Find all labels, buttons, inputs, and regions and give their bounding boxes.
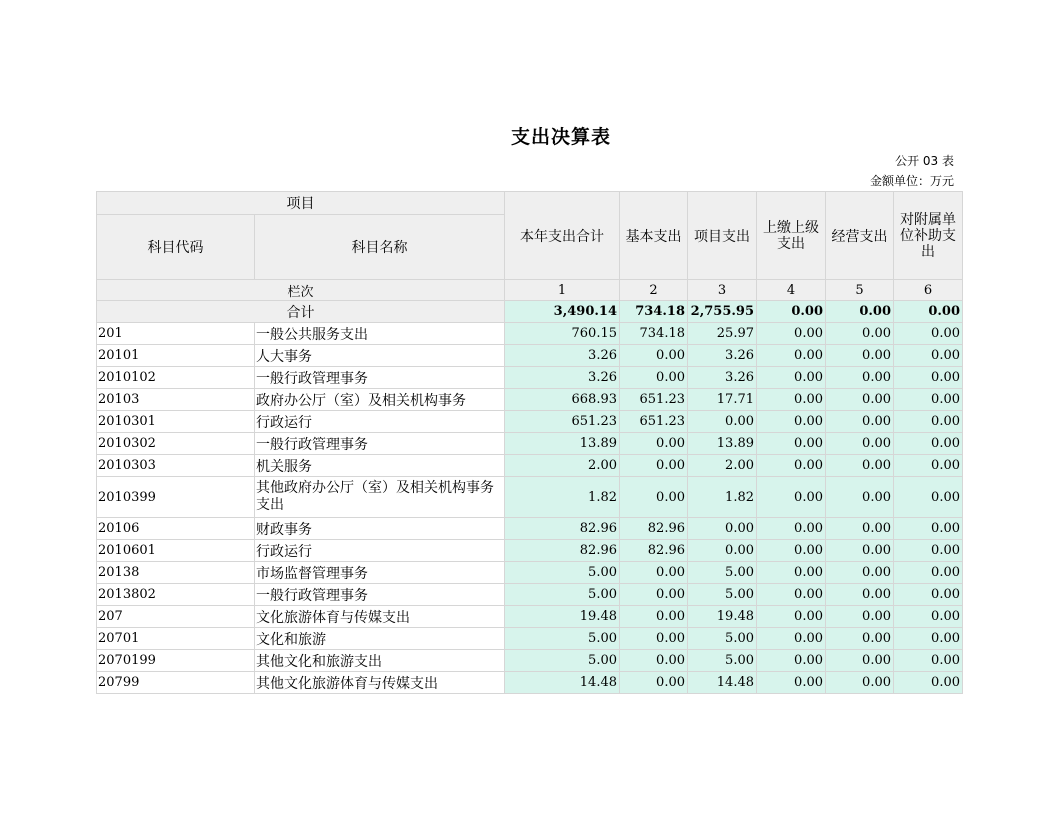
subject-name: 其他政府办公厅（室）及相关机构事务支出 <box>255 477 505 518</box>
amount-cell: 19.48 <box>505 606 620 628</box>
amount-cell: 0.00 <box>757 411 826 433</box>
column-number: 1 <box>505 280 620 301</box>
total-value: 0.00 <box>826 301 894 323</box>
total-value: 3,490.14 <box>505 301 620 323</box>
table-row <box>97 367 963 389</box>
total-value: 734.18 <box>620 301 688 323</box>
subject-name: 文化旅游体育与传媒支出 <box>255 606 505 628</box>
amount-cell: 0.00 <box>757 433 826 455</box>
subject-code: 20799 <box>97 672 255 694</box>
amount-cell: 5.00 <box>688 628 757 650</box>
amount-cell: 0.00 <box>757 672 826 694</box>
amount-cell: 0.00 <box>894 455 963 477</box>
header-item: 项目 <box>97 192 505 215</box>
amount-cell: 0.00 <box>826 433 894 455</box>
subject-code: 20106 <box>97 518 255 540</box>
amount-cell: 0.00 <box>894 345 963 367</box>
amount-cell: 0.00 <box>688 518 757 540</box>
table-row <box>97 433 963 455</box>
amount-cell: 2.00 <box>688 455 757 477</box>
table-row <box>97 672 963 694</box>
amount-cell: 1.82 <box>505 477 620 518</box>
amount-cell: 0.00 <box>894 650 963 672</box>
column-number: 4 <box>757 280 826 301</box>
subject-name: 其他文化旅游体育与传媒支出 <box>255 672 505 694</box>
column-number: 3 <box>688 280 757 301</box>
amount-cell: 0.00 <box>757 540 826 562</box>
subject-code: 2010399 <box>97 477 255 518</box>
amount-cell: 0.00 <box>757 455 826 477</box>
subject-name: 财政事务 <box>255 518 505 540</box>
amount-cell: 0.00 <box>757 628 826 650</box>
amount-cell: 0.00 <box>826 477 894 518</box>
subject-code: 20138 <box>97 562 255 584</box>
subject-code: 2070199 <box>97 650 255 672</box>
header-code: 科目代码 <box>97 215 255 280</box>
subject-name: 人大事务 <box>255 345 505 367</box>
amount-cell: 0.00 <box>757 389 826 411</box>
subject-name: 其他文化和旅游支出 <box>255 650 505 672</box>
amount-cell: 0.00 <box>757 518 826 540</box>
amount-cell: 668.93 <box>505 389 620 411</box>
amount-cell: 0.00 <box>826 606 894 628</box>
column-number: 2 <box>620 280 688 301</box>
subject-name: 一般行政管理事务 <box>255 367 505 389</box>
amount-cell: 0.00 <box>826 540 894 562</box>
amount-cell: 0.00 <box>826 389 894 411</box>
amount-cell: 82.96 <box>505 540 620 562</box>
subject-name: 机关服务 <box>255 455 505 477</box>
column-number: 5 <box>826 280 894 301</box>
amount-cell: 5.00 <box>505 628 620 650</box>
amount-cell: 25.97 <box>688 323 757 345</box>
amount-cell: 0.00 <box>894 323 963 345</box>
table-row <box>97 628 963 650</box>
table-row <box>97 584 963 606</box>
amount-cell: 0.00 <box>826 672 894 694</box>
amount-cell: 13.89 <box>688 433 757 455</box>
amount-cell: 0.00 <box>620 584 688 606</box>
amount-cell: 0.00 <box>894 628 963 650</box>
amount-cell: 0.00 <box>826 411 894 433</box>
amount-cell: 0.00 <box>894 672 963 694</box>
header-col-remit: 上缴上级支出 <box>757 192 826 280</box>
amount-cell: 0.00 <box>620 367 688 389</box>
amount-cell: 0.00 <box>826 518 894 540</box>
subject-name: 政府办公厅（室）及相关机构事务 <box>255 389 505 411</box>
amount-cell: 0.00 <box>894 367 963 389</box>
amount-cell: 0.00 <box>620 477 688 518</box>
table-row <box>97 540 963 562</box>
amount-cell: 0.00 <box>826 367 894 389</box>
page-title: 支出决算表 <box>510 126 611 148</box>
amount-cell: 651.23 <box>620 389 688 411</box>
header-col-operating: 经营支出 <box>826 192 894 280</box>
subject-code: 20101 <box>97 345 255 367</box>
amount-cell: 14.48 <box>505 672 620 694</box>
amount-cell: 0.00 <box>620 650 688 672</box>
amount-cell: 5.00 <box>688 650 757 672</box>
amount-cell: 0.00 <box>757 323 826 345</box>
amount-cell: 0.00 <box>894 540 963 562</box>
amount-cell: 651.23 <box>620 411 688 433</box>
amount-cell: 5.00 <box>688 584 757 606</box>
amount-cell: 0.00 <box>757 650 826 672</box>
amount-cell: 82.96 <box>620 540 688 562</box>
amount-cell: 0.00 <box>894 562 963 584</box>
subject-name: 行政运行 <box>255 540 505 562</box>
header-col-subsidy: 对附属单位补助支出 <box>894 192 963 280</box>
amount-cell: 0.00 <box>757 345 826 367</box>
amount-cell: 0.00 <box>894 433 963 455</box>
subject-code: 20701 <box>97 628 255 650</box>
total-value: 0.00 <box>894 301 963 323</box>
amount-cell: 82.96 <box>505 518 620 540</box>
amount-cell: 0.00 <box>826 650 894 672</box>
amount-cell: 0.00 <box>757 562 826 584</box>
amount-cell: 0.00 <box>620 672 688 694</box>
amount-cell: 0.00 <box>894 584 963 606</box>
amount-cell: 19.48 <box>688 606 757 628</box>
amount-cell: 82.96 <box>620 518 688 540</box>
subject-code: 207 <box>97 606 255 628</box>
amount-cell: 0.00 <box>620 345 688 367</box>
subject-name: 一般行政管理事务 <box>255 584 505 606</box>
amount-cell: 0.00 <box>757 367 826 389</box>
amount-cell: 13.89 <box>505 433 620 455</box>
row-number-label: 栏次 <box>97 280 505 301</box>
amount-cell: 0.00 <box>757 584 826 606</box>
subject-name: 文化和旅游 <box>255 628 505 650</box>
amount-cell: 5.00 <box>688 562 757 584</box>
amount-cell: 0.00 <box>620 628 688 650</box>
subject-name: 行政运行 <box>255 411 505 433</box>
amount-cell: 0.00 <box>826 628 894 650</box>
subject-code: 2010102 <box>97 367 255 389</box>
table-row <box>97 562 963 584</box>
amount-cell: 0.00 <box>894 389 963 411</box>
total-row <box>97 301 963 323</box>
amount-cell: 0.00 <box>826 455 894 477</box>
subject-name: 一般行政管理事务 <box>255 433 505 455</box>
amount-cell: 651.23 <box>505 411 620 433</box>
subject-code: 2010301 <box>97 411 255 433</box>
subject-code: 2010601 <box>97 540 255 562</box>
table-row <box>97 389 963 411</box>
form-number: 公开 03 表 <box>895 154 954 168</box>
amount-cell: 2.00 <box>505 455 620 477</box>
table-row <box>97 323 963 345</box>
subject-code: 2010303 <box>97 455 255 477</box>
subject-name: 市场监督管理事务 <box>255 562 505 584</box>
amount-cell: 0.00 <box>894 518 963 540</box>
amount-cell: 0.00 <box>620 433 688 455</box>
amount-cell: 760.15 <box>505 323 620 345</box>
amount-cell: 5.00 <box>505 584 620 606</box>
amount-cell: 734.18 <box>620 323 688 345</box>
total-label: 合计 <box>97 301 505 323</box>
amount-cell: 0.00 <box>826 584 894 606</box>
amount-cell: 0.00 <box>894 411 963 433</box>
amount-cell: 0.00 <box>894 606 963 628</box>
amount-unit: 金额单位：万元 <box>869 174 954 188</box>
total-value: 2,755.95 <box>688 301 757 323</box>
amount-cell: 0.00 <box>620 606 688 628</box>
amount-cell: 0.00 <box>826 323 894 345</box>
amount-cell: 17.71 <box>688 389 757 411</box>
table-row <box>97 411 963 433</box>
amount-cell: 3.26 <box>688 345 757 367</box>
table-row <box>97 650 963 672</box>
amount-cell: 5.00 <box>505 562 620 584</box>
amount-cell: 0.00 <box>688 540 757 562</box>
amount-cell: 0.00 <box>894 477 963 518</box>
column-number: 6 <box>894 280 963 301</box>
amount-cell: 0.00 <box>826 562 894 584</box>
amount-cell: 14.48 <box>688 672 757 694</box>
table-row <box>97 345 963 367</box>
table-row <box>97 477 963 518</box>
header-col-basic: 基本支出 <box>620 192 688 280</box>
expenditure-table <box>96 191 963 694</box>
amount-cell: 3.26 <box>505 345 620 367</box>
header-name: 科目名称 <box>255 215 505 280</box>
header-col-total: 本年支出合计 <box>505 192 620 280</box>
amount-cell: 0.00 <box>757 606 826 628</box>
header-col-project: 项目支出 <box>688 192 757 280</box>
subject-code: 201 <box>97 323 255 345</box>
table-row <box>97 455 963 477</box>
table-row <box>97 518 963 540</box>
amount-cell: 1.82 <box>688 477 757 518</box>
amount-cell: 3.26 <box>688 367 757 389</box>
total-value: 0.00 <box>757 301 826 323</box>
subject-code: 2013802 <box>97 584 255 606</box>
amount-cell: 0.00 <box>826 345 894 367</box>
amount-cell: 0.00 <box>620 455 688 477</box>
amount-cell: 5.00 <box>505 650 620 672</box>
amount-cell: 0.00 <box>757 477 826 518</box>
subject-code: 20103 <box>97 389 255 411</box>
amount-cell: 0.00 <box>620 562 688 584</box>
amount-cell: 3.26 <box>505 367 620 389</box>
table-row <box>97 606 963 628</box>
subject-code: 2010302 <box>97 433 255 455</box>
subject-name: 一般公共服务支出 <box>255 323 505 345</box>
amount-cell: 0.00 <box>688 411 757 433</box>
